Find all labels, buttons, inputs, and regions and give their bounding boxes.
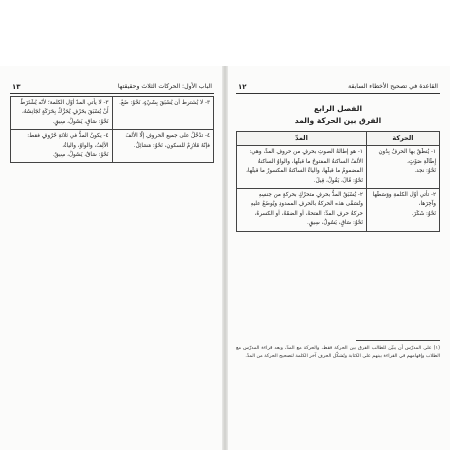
table-header-row (237, 132, 440, 146)
right-page-number: ١٢ (238, 82, 247, 91)
footnote-divider (356, 340, 440, 341)
column-header-vowel: الحركة (366, 132, 439, 146)
table-cell-madd: ٢- يُسْبَقُ المدُّ بحرفٍ متحرّكٍ بحركةٍ من جنسِهِ وتُسَمَّى هذه الحركةُ بالحرفِ الممدودِ ويُوضَعُ عليهِ حركةُ حرفِ المدِّ: الفتحةُ، أو الضمّةُ، أو الكسرةُ، نَحْوُ: سَاقٍ، يَسُولُ، سِيقٍ. (237, 189, 367, 232)
table-cell-vowel: ٤- تدْخُلُ على جميع الحروفِ إلّا الألفَ فإنّهُ مُلازِمٌ للسكونِ، نَحْوُ: مَسَائِلُ. (112, 130, 214, 163)
footnote: (١) على المدرّس أن يبيّن للطالب الفرق بين الحركة فقط، والحركة مع المدّ، وبعد قراءة المدرّس مع الطلاب وإفهامهم في القراءة بينهم على الكتابة ويُشكّل الحرف آخر الكلمة لتصحيح الحركة من المدّ. (236, 346, 440, 359)
table-cell-madd: ٣- لا يأتي المدّ أوّل الكلمة؛ لأنّه يُشْتَرَطُ أَنْ يُسْبَقَ بحَرْفٍ يُحَرَّكُ بِحَرَكَةٍ تُجَانِسُهُ، نَحْوُ: سَاقٍ، يَسُولُ، سِيقٍ. (11, 97, 113, 130)
table-cell-madd: ٤- يكونُ المدُّ في ثلاثةِ حُرُوفٍ فقط: الألِفُ، والواوُ، والياءُ، نَحْوُ: سَاقٌ، يَسُولُ، سِيقٌ. (11, 130, 113, 163)
left-page-header (10, 80, 214, 94)
table-cell-madd: ١- هو إطالةُ الصوتِ بحرفٍ من حروفِ المدِّ، وهي: الألفُ الساكنةُ المفتوحُ ما قبلَها، والواوُ الساكنةُ المضمومُ ما قبلَها، والياءُ الساكنةُ المكسورُ ما قبلَها، نَحْوُ: قَالَ، يَقُولُ، قِيلَ. (237, 146, 367, 189)
column-header-madd: المدّ (237, 132, 367, 146)
section-subtitle: الفرق بين الحركة والمد (294, 116, 382, 125)
table-row (237, 146, 440, 189)
left-page-number: ١٣ (12, 82, 21, 91)
left-header-title: الباب الأول: الحركات الثلاث وحقيقتها (117, 83, 212, 90)
top-margin (0, 0, 450, 66)
table-cell-vowel: ١- يُنطَقُ بها الحرفُ بِدُونِ إِطَالَةِ صَوْتٍ، نَحْوُ: نجد. (366, 146, 439, 189)
section-title: الفصل الرابع (313, 104, 363, 113)
right-comparison-table (236, 131, 440, 232)
table-cell-vowel: ٢- تأتي أوّل الكلمةِ ووَسَطَها وآخِرَها، نَحْوُ: شَكَرَ. (366, 189, 439, 232)
table-row (11, 97, 214, 130)
left-comparison-table (10, 96, 214, 163)
table-row (237, 189, 440, 232)
right-page-header (236, 80, 440, 94)
right-header-title: القاعدة في تصحيح الأخطاء السابقة (348, 83, 438, 90)
table-cell-vowel: ٣- لا يُشترط أن يُسْبَقَ بِشَيْءٍ، نَحْوُ: ضَعْ. (112, 97, 214, 130)
table-row (11, 130, 214, 163)
